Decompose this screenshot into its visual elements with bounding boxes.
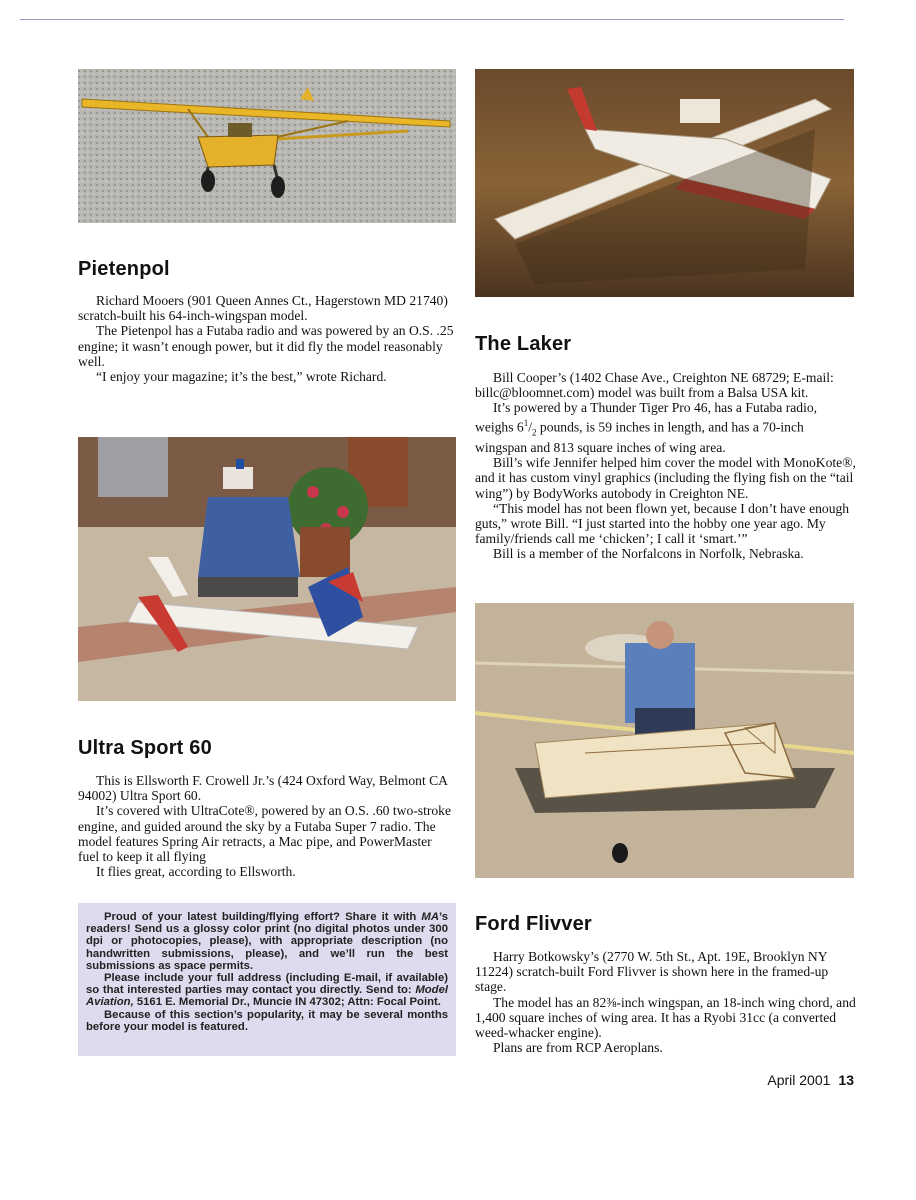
magazine-name: Model Aviation,: [86, 984, 448, 1009]
ultrasport-heading: Ultra Sport 60: [78, 737, 212, 759]
laker-photo: [475, 69, 854, 297]
callout-text: ’s readers! Send us a glossy color print (no digital photos under 300 dpi or photocopies, please), with appropriate description (no handwritten submissions, please), and we’ll run the best submissions as space permits.: [86, 911, 448, 972]
flivver-paragraph: Plans are from RCP Aeroplans.: [493, 1040, 663, 1056]
callout-text: Proud of your latest building/flying effort? Share it with: [104, 911, 422, 923]
laker-paragraph: Bill’s wife Jennifer helped him cover the model with MonoKote®, and it has custom vinyl graphics (including the flying fish on the “tail wing”) by BodyWorks autobody in Creighton NE.: [475, 455, 856, 501]
pietenpol-heading: Pietenpol: [78, 258, 170, 280]
page-number: 13: [838, 1072, 854, 1088]
flivver-paragraph: Harry Botkowsky’s (2770 W. 5th St., Apt. 19E, Brooklyn NY 11224) scratch-built Ford Flivver is shown here in the framed-up stage.: [475, 949, 829, 995]
flivver-heading: Ford Flivver: [475, 913, 592, 935]
callout-paragraph: [86, 911, 448, 972]
flivver-photo: [475, 603, 854, 878]
callout-paragraph: Because of this section’s popularity, it may be several months before your model is featured.: [86, 1008, 448, 1033]
laker-body: [475, 370, 856, 562]
top-rule: [20, 19, 844, 20]
ultrasport-paragraph: This is Ellsworth F. Crowell Jr.’s (424 Oxford Way, Belmont CA 94002) Ultra Sport 60.: [78, 773, 448, 804]
ultrasport-photo: [78, 437, 456, 701]
flivver-paragraph: The model has an 82⅜-inch wingspan, an 18-inch wing chord, and 1,400 square inches of wing area. It has a Ryobi 31cc (a converted weed-whacker engine).: [475, 994, 856, 1041]
pietenpol-paragraph: The Pietenpol has a Futaba radio and was powered by an O.S. .25 engine; it wasn’t enough power, but it did fly the model reasonably well.: [78, 323, 454, 369]
laker-paragraph: “This model has not been flown yet, because I don’t have enough guts,” wrote Bill. “I just started into the hobby one year ago. My family/friends call me ‘chicken’; I call it ‘smart.’”: [475, 500, 850, 547]
callout-text: 5161 E. Memorial Dr., Muncie IN 47302; Attn: Focal Point.: [133, 996, 441, 1009]
issue-date: April 2001: [767, 1072, 831, 1088]
magazine-abbrev: MA: [421, 911, 439, 923]
callout-text: Please include your full address (including E-mail, if available) so that interested parties may contact you directly. Send to:: [86, 972, 448, 997]
laker-paragraph: Bill is a member of the Norfalcons in Norfolk, Nebraska.: [493, 546, 804, 562]
pietenpol-photo: [78, 69, 456, 223]
fraction-numerator: 1: [523, 417, 529, 428]
submission-callout: [78, 903, 456, 1056]
laker-paragraph: It’s powered by a Thunder Tiger Pro 46, has a Futaba radio, weighs $6^1/_2$ pounds, is 59 inches in length, and has a 70-inch wingspan and 813 square inches of wing area.: [475, 400, 818, 456]
laker-weight-text: It’s powered by a Thunder Tiger Pro 46, has a Futaba radio, weighs 6: [475, 400, 818, 435]
callout-paragraph: [86, 972, 448, 1009]
pietenpol-paragraph: “I enjoy your magazine; it’s the best,” wrote Richard.: [96, 369, 387, 385]
ultrasport-paragraph: It’s covered with UltraCote®, powered by an O.S. .60 two-stroke engine, and guided around the sky by a Futaba Super 7 radio. The model features Spring Air retracts, a Mac pipe, and PowerMaster fuel to keep it all flying: [78, 803, 452, 865]
laker-heading: The Laker: [475, 333, 572, 355]
ultrasport-paragraph: It flies great, according to Ellsworth.: [96, 864, 296, 880]
ultrasport-body: [78, 773, 454, 879]
pietenpol-body: [78, 293, 454, 384]
laker-dimensions-text: pounds, is 59 inches in length, and has a 70-inch wingspan and 813 square inches of wing area.: [475, 419, 804, 456]
page-footer: [767, 1072, 854, 1088]
fraction-denominator: 2: [532, 426, 537, 437]
flivver-body: [475, 949, 856, 1055]
laker-paragraph: Bill Cooper’s (1402 Chase Ave., Creighton NE 68729; E-mail: billc@bloomnet.com) model was built from a Balsa USA kit.: [475, 370, 834, 401]
pietenpol-paragraph: Richard Mooers (901 Queen Annes Ct., Hagerstown MD 21740) scratch-built his 64-inch-wingspan model.: [78, 293, 448, 324]
